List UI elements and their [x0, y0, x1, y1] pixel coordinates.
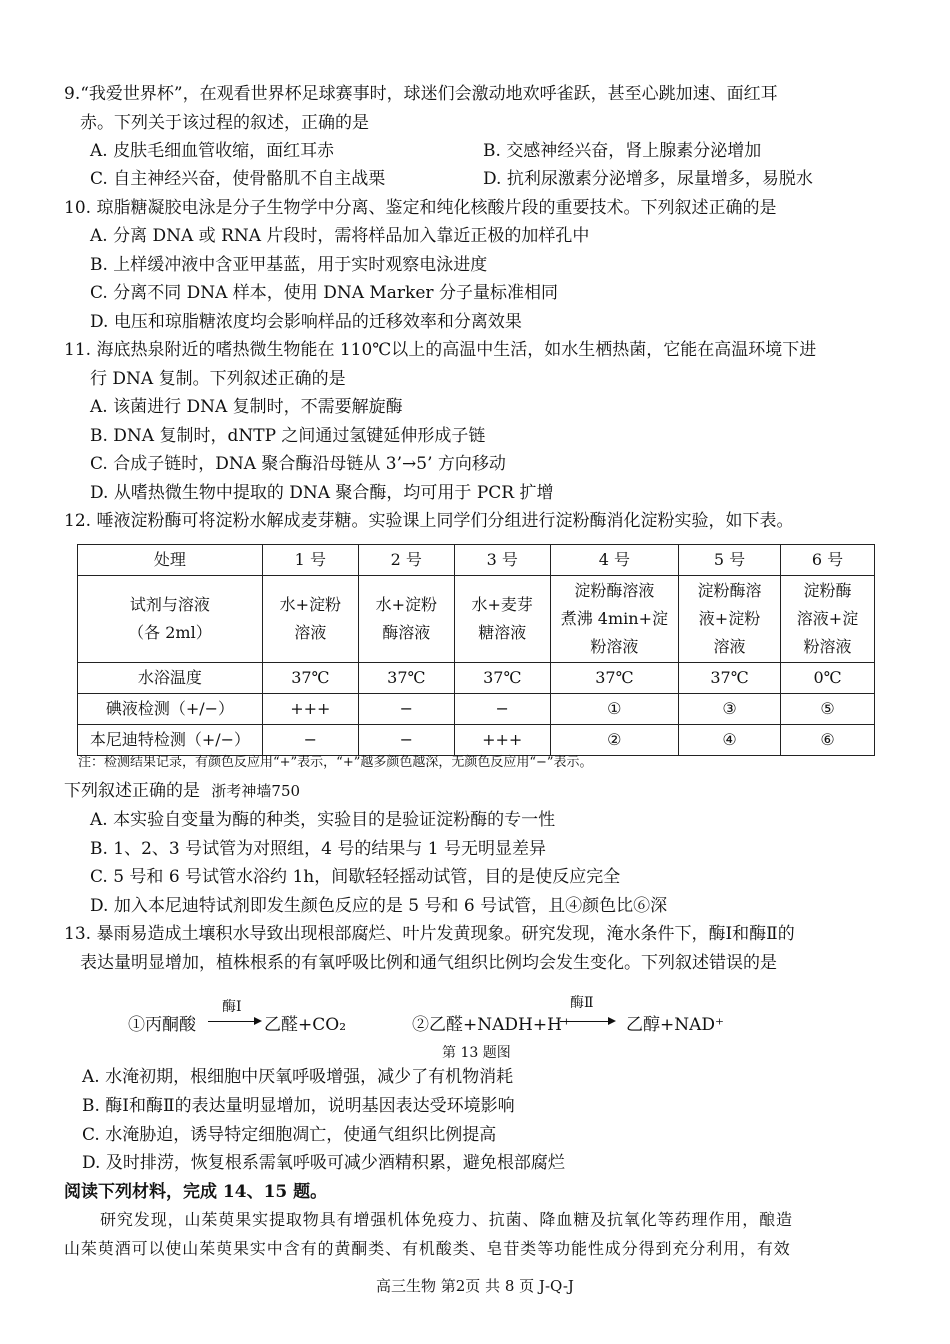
- q13-option-b: B. 酶Ⅰ和酶Ⅱ的表达量明显增加，说明基因表达受环境影响: [82, 1096, 515, 1116]
- q10-option-c: C. 分离不同 DNA 样本，使用 DNA Marker 分子量标准相同: [90, 283, 558, 303]
- table-cell: +++: [262, 694, 358, 725]
- table-header-row: [78, 545, 875, 576]
- cell-line: 水+淀粉: [375, 595, 437, 614]
- table-header-cell: 5 号: [678, 545, 780, 576]
- q12-option-b: B. 1、2、3 号试管为对照组，4 号的结果与 1 号无明显差异: [90, 839, 546, 859]
- table-row-temperature: [78, 663, 875, 694]
- reading-paragraph-line1: 研究发现，山茱萸果实提取物具有增强机体免疫力、抗菌、降血糖及抗氧化等药理作用，酿造: [100, 1210, 793, 1229]
- cell-line: 煮沸 4min+淀: [560, 609, 668, 628]
- table-cell: 碘液检测（+/−）: [78, 694, 263, 725]
- table-header-cell: 1 号: [262, 545, 358, 576]
- table-cell: −: [262, 725, 358, 756]
- q13-option-a: A. 水淹初期，根细胞中厌氧呼吸增强，减少了有机物消耗: [82, 1067, 514, 1087]
- table-cell: 本尼迪特检测（+/−）: [78, 725, 263, 756]
- table-cell: 37℃: [262, 663, 358, 694]
- cell-line: 粉溶液: [803, 637, 852, 656]
- reaction2-enzyme-label: 酶Ⅱ: [570, 995, 594, 1011]
- q13-option-d: D. 及时排涝，恢复根系需氧呼吸可减少酒精积累，避免根部腐烂: [82, 1153, 565, 1173]
- cell-line: 水+淀粉: [279, 595, 342, 614]
- watermark-text: 浙考神墙750: [211, 782, 301, 800]
- q10-option-a: A. 分离 DNA 或 RNA 片段时，需将样品加入靠近正极的加样孔中: [90, 226, 590, 246]
- table-cell: ①: [550, 694, 678, 725]
- table-note: 注：检测结果记录，有颜色反应用“+”表示，“+”越多颜色越深，无颜色反应用“−”表示。: [78, 755, 593, 770]
- table-cell: [262, 576, 358, 663]
- cell-line: 溶液: [713, 637, 746, 656]
- cell-line: 淀粉酶: [803, 581, 852, 600]
- table-cell: ③: [678, 694, 780, 725]
- reaction1-reactant: ①丙酮酸: [128, 1015, 196, 1035]
- q9-option-d: D. 抗利尿激素分泌增多，尿量增多，易脱水: [483, 169, 813, 189]
- q12-question: [64, 779, 300, 803]
- q11-option-d: D. 从嗜热微生物中提取的 DNA 聚合酶，均可用于 PCR 扩增: [90, 483, 554, 503]
- q10-stem: 10. 琼脂糖凝胶电泳是分子生物学中分离、鉴定和纯化核酸片段的重要技术。下列叙述正确的是: [64, 198, 777, 218]
- table-cell-label: [78, 576, 263, 663]
- cell-line: 溶液: [294, 623, 327, 642]
- table-header-cell: 6 号: [781, 545, 875, 576]
- table-cell: 37℃: [454, 663, 550, 694]
- reaction1-arrow-icon: [208, 1021, 260, 1022]
- reagent-label-line: （各 2ml）: [128, 623, 212, 642]
- q12-option-a: A. 本实验自变量为酶的种类，实验目的是验证淀粉酶的专一性: [90, 810, 556, 830]
- table-cell: ②: [550, 725, 678, 756]
- table-header-cell: 2 号: [358, 545, 454, 576]
- cell-line: 粉溶液: [590, 637, 639, 656]
- q10-option-b: B. 上样缓冲液中含亚甲基蓝，用于实时观察电泳进度: [90, 255, 488, 275]
- q11-stem-line2: 行 DNA 复制。下列叙述正确的是: [90, 369, 346, 389]
- table-cell: 37℃: [550, 663, 678, 694]
- cell-line: 酶溶液: [382, 623, 431, 642]
- q11-option-a: A. 该菌进行 DNA 复制时，不需要解旋酶: [90, 397, 403, 417]
- table-cell: 37℃: [678, 663, 780, 694]
- q13-option-c: C. 水淹胁迫，诱导特定细胞凋亡，使通气组织比例提高: [82, 1125, 497, 1145]
- table-cell: [781, 576, 875, 663]
- page-footer: 高三生物 第2页 共 8 页 J-Q-J: [376, 1277, 574, 1295]
- cell-line: 淀粉酶溶液: [574, 581, 655, 600]
- table-cell: +++: [454, 725, 550, 756]
- table-cell: 水浴温度: [78, 663, 263, 694]
- experiment-table: [77, 544, 875, 756]
- table-cell: ⑤: [781, 694, 875, 725]
- q9-stem-line1: 9.“我爱世界杯”，在观看世界杯足球赛事时，球迷们会激动地欢呼雀跃，甚至心跳加速、面红耳: [64, 84, 778, 104]
- q13-stem-line2: 表达量明显增加，植株根系的有氧呼吸比例和通气组织比例均会发生变化。下列叙述错误的是: [80, 953, 777, 973]
- q11-option-b: B. DNA 复制时，dNTP 之间通过氢键延伸形成子链: [90, 426, 486, 446]
- table-row-iodine: [78, 694, 875, 725]
- table-cell: −: [358, 694, 454, 725]
- q10-option-d: D. 电压和琼脂糖浓度均会影响样品的迁移效率和分离效果: [90, 312, 522, 332]
- q9-option-b: B. 交感神经兴奋，肾上腺素分泌增加: [483, 141, 762, 161]
- reaction2-product: 乙醇+NAD⁺: [626, 1015, 724, 1035]
- cell-line: 水+麦芽: [471, 595, 533, 614]
- cell-line: 淀粉酶溶: [697, 581, 762, 600]
- table-cell: −: [358, 725, 454, 756]
- table-cell: [678, 576, 780, 663]
- table-header-cell: 处理: [78, 545, 263, 576]
- q11-stem-line1: 11. 海底热泉附近的嗜热微生物能在 110℃以上的高温中生活，如水生栖热菌，它能在高温环境下进: [64, 340, 817, 360]
- table-cell: [358, 576, 454, 663]
- reaction2-arrow-icon: [560, 1021, 614, 1022]
- cell-line: 糖溶液: [478, 623, 527, 642]
- q12-question-text: 下列叙述正确的是: [64, 781, 200, 801]
- table-cell: ⑥: [781, 725, 875, 756]
- q9-option-a: A. 皮肤毛细血管收缩，面红耳赤: [90, 141, 335, 161]
- table-header-cell: 4 号: [550, 545, 678, 576]
- table-cell: 37℃: [358, 663, 454, 694]
- table-cell: [454, 576, 550, 663]
- q9-stem-line2: 赤。下列关于该过程的叙述，正确的是: [80, 113, 369, 133]
- q12-option-d: D. 加入本尼迪特试剂即发生颜色反应的是 5 号和 6 号试管，且④颜色比⑥深: [90, 896, 668, 916]
- reading-paragraph-line2: 山茱萸酒可以使山茱萸果实中含有的黄酮类、有机酸类、皂苷类等功能性成分得到充分利用，有效: [64, 1239, 791, 1258]
- q11-option-c: C. 合成子链时，DNA 聚合酶沿母链从 3’→5’ 方向移动: [90, 454, 506, 474]
- table-header-cell: 3 号: [454, 545, 550, 576]
- cell-line: 溶液+淀: [796, 609, 859, 628]
- table-cell: [550, 576, 678, 663]
- table-cell: −: [454, 694, 550, 725]
- reaction1-product: 乙醛+CO₂: [264, 1015, 347, 1035]
- figure-caption: 第 13 题图: [442, 1045, 511, 1061]
- table-cell: ④: [678, 725, 780, 756]
- reagent-label-line: 试剂与溶液: [129, 595, 210, 614]
- reaction2-reactant: ②乙醛+NADH+H⁺: [412, 1015, 571, 1035]
- table-cell: 0℃: [781, 663, 875, 694]
- table-row-reagent: [78, 576, 875, 663]
- q13-stem-line1: 13. 暴雨易造成土壤积水导致出现根部腐烂、叶片发黄现象。研究发现，淹水条件下，酶Ⅰ和酶Ⅱ的: [64, 924, 795, 944]
- q9-option-c: C. 自主神经兴奋，使骨骼肌不自主战栗: [90, 169, 386, 189]
- cell-line: 液+淀粉: [698, 609, 761, 628]
- reading-title: 阅读下列材料，完成 14、15 题。: [64, 1182, 328, 1202]
- q12-option-c: C. 5 号和 6 号试管水浴约 1h，间歇轻轻摇动试管，目的是使反应完全: [90, 867, 621, 887]
- reaction1-enzyme-label: 酶Ⅰ: [222, 999, 242, 1015]
- q12-stem: 12. 唾液淀粉酶可将淀粉水解成麦芽糖。实验课上同学们分组进行淀粉酶消化淀粉实验，如下表。: [64, 511, 794, 531]
